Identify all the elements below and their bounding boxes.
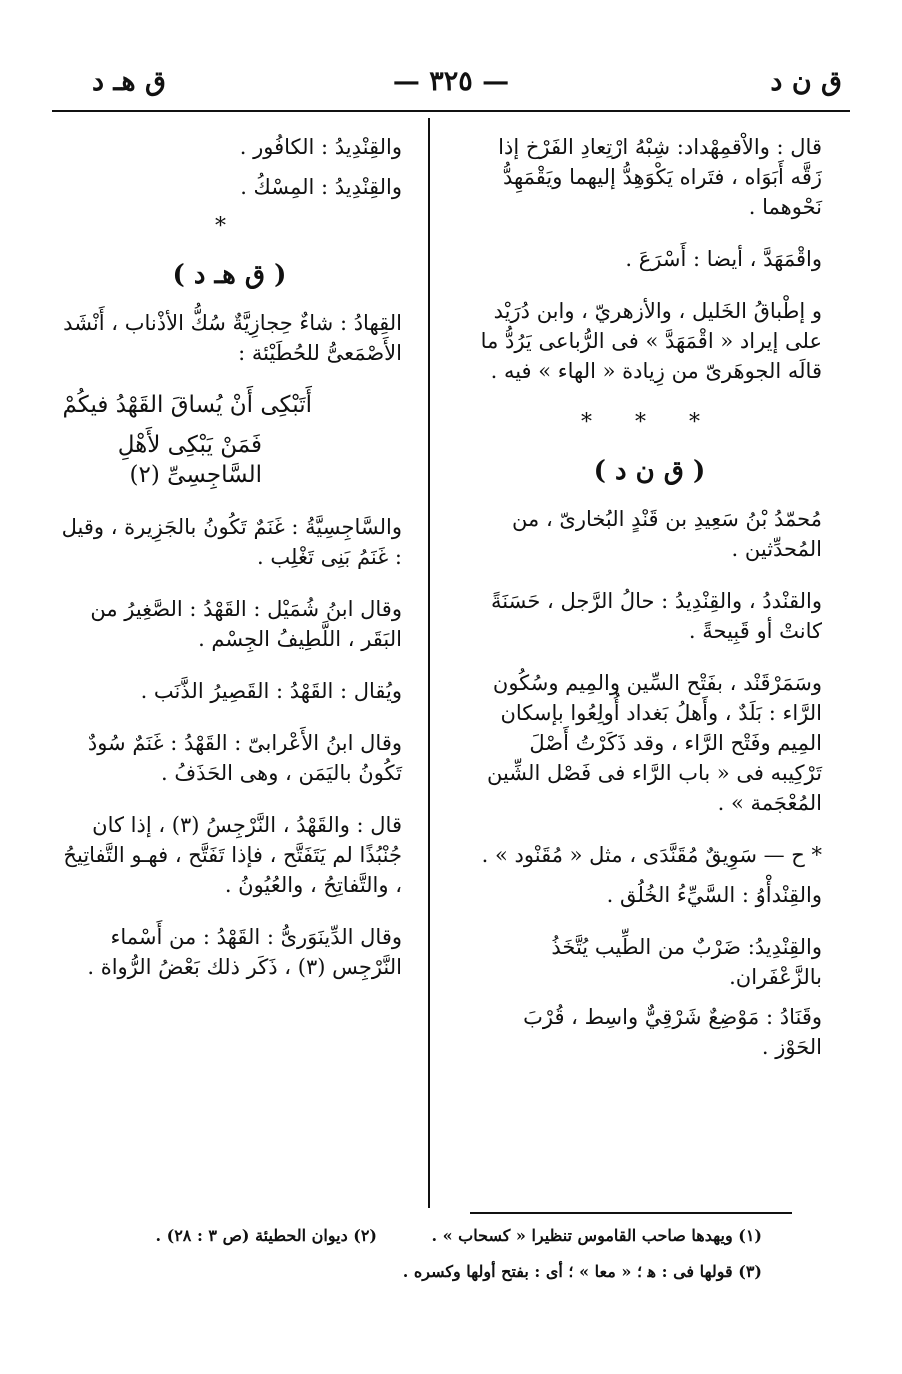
verse-line: فَمَنْ يَبْكِى لأَهْلِ السَّاجِسِىِّ (٢) xyxy=(117,432,262,488)
entry-paragraph: وقال الدِّينَوَرىُّ : القَهْدُ : من أَسْماء النَّرْجِس (٣) ، ذَكَر ذلك بَعْضُ الرُّواة . xyxy=(87,925,402,979)
section-separator: * * * xyxy=(581,410,718,435)
entry-paragraph: واقْمَهَدَّ ، أيضا : أَسْرَعَ . xyxy=(625,247,822,271)
entry-paragraph: مُحمّدُ بْنُ سَعِيدِ بن قَنْدٍ البُخارىّ ، من المُحدِّثين . xyxy=(512,507,822,561)
header-root-right: ق ن د xyxy=(770,66,842,97)
entry-paragraph: و إطْباقُ الخَليل ، والأزهريّ ، وابن دُرَيْد على إيراد « اقْمَهَدَّ » فى الرُّباعى يَرُدُّ ما قالَه الجوهَرىّ من زِيادة « الهاء » فيه . xyxy=(480,299,822,383)
entry-paragraph: وقال ابنُ شُمَيْل : القَهْدُ : الصَّغِيرُ من البَقَر ، اللَّطِيفُ الجِسْم . xyxy=(90,597,402,651)
root-heading: ( ق ن د ) xyxy=(593,456,706,486)
entry-paragraph: والقنْددُ ، والقِنْدِيدُ : حالُ الرَّجل ، حَسَنَةً كانتْ أو قَبِيحةً . xyxy=(491,589,822,643)
column-separator xyxy=(428,118,430,1208)
entry-paragraph: * ح — سَوِيقٌ مُقَنَّدَى ، مثل « مُقَنْود » . xyxy=(481,843,822,867)
page-number: — ٣٢٥ — xyxy=(392,66,510,97)
entry-paragraph: والقِنْدِيدُ : المِسْكُ . xyxy=(240,175,402,199)
entry-paragraph: قال : والاْقمِهْداد: شِبْهُ ارْتِعادِ الفَرْخ إذا زَقَّه أَبَوَاه ، فتَراه يَكْوَهِدُّ إليهما ويَقْمَهِدُّ نَحْوهما . xyxy=(498,135,822,219)
entry-paragraph: والسَّاجِسِيَّةُ : غَنَمٌ تَكُونُ بالجَزِيرة ، وقيل : غَنَمُ بَنِى تَغْلِب . xyxy=(61,515,402,569)
entry-paragraph: القِهادُ : شاءٌ حِجازِيَّةٌ سُكُّ الأذْناب ، أَنْشَد الأَصْمَعىُّ للحُطَيْئة : xyxy=(63,311,402,365)
entry-paragraph: وقَنَادُ : مَوْضِعٌ شَرْقِيٌّ واسِط ، قُرْبَ الحَوْز . xyxy=(523,1005,822,1059)
section-separator: * xyxy=(215,214,244,239)
entry-paragraph: قال : والقَهْدُ ، النَّرْجِسُ (٣) ، إذا كان جُنْبُذًا لم يَتَفَتَّح ، فإذا تَفَتَّح ، فهـو التَّفاتِيحُ ، والتَّفاتِحُ ، والعُيُونُ . xyxy=(63,813,402,897)
left-column xyxy=(57,132,402,1004)
entry-paragraph: وقال ابنُ الأَعْرابىّ : القَهْدُ : غَنَمٌ سُودٌ تَكُونُ باليَمَن ، وهى الحَذَفُ . xyxy=(87,731,402,785)
footnote-1: (١) ويهدها صاحب القاموس تنظيرا « كسحاب » . xyxy=(431,1226,762,1245)
header-rule xyxy=(52,110,850,112)
entry-paragraph: ويُقال : القَهْدُ : القَصِيرُ الذَّنَب . xyxy=(140,679,402,703)
footnote-rule xyxy=(470,1212,792,1214)
header-root-left: ق هـ د xyxy=(92,66,166,97)
entry-paragraph: وسَمَرْقَنْد ، بفَتْح السِّين والمِيم وسُكُون الرَّاء : بَلَدٌ ، وأَهلُ بَغداد أُولِعُوا بإسكان المِيم وفَتْح الرَّاء ، وقد ذَكَرْتُ أَصْلَ تَرْكِيبه فى « باب الرَّاء فى فَصْل الشِّين المُعْجَمة » . xyxy=(486,671,822,815)
page-header xyxy=(52,62,850,110)
footnote-2: (٢) ديوان الحطيئة (ص ٣ : ٢٨) . xyxy=(155,1226,377,1245)
root-heading: ( ق هـ د ) xyxy=(172,260,287,290)
verse-line: أَتَبْكِى أَنْ يُساقَ القَهْدُ فيكُمْ xyxy=(62,392,312,418)
entry-paragraph: والقِنْدِيدُ: ضَرْبٌ من الطِّيب يُتَّخَذُ بالزَّعْفَران. xyxy=(551,935,822,989)
entry-paragraph: والقِنْدأْوُ : السَّيِّءُ الخُلُق . xyxy=(606,883,822,907)
entry-paragraph: والقِنْدِيدُ : الكافُور . xyxy=(239,135,402,159)
right-column xyxy=(477,132,822,1084)
footnote-3: (٣) قولها فى : ﻫ ؛ « معا » ؛ أى : بفتح أولها وكسره . xyxy=(402,1262,762,1281)
